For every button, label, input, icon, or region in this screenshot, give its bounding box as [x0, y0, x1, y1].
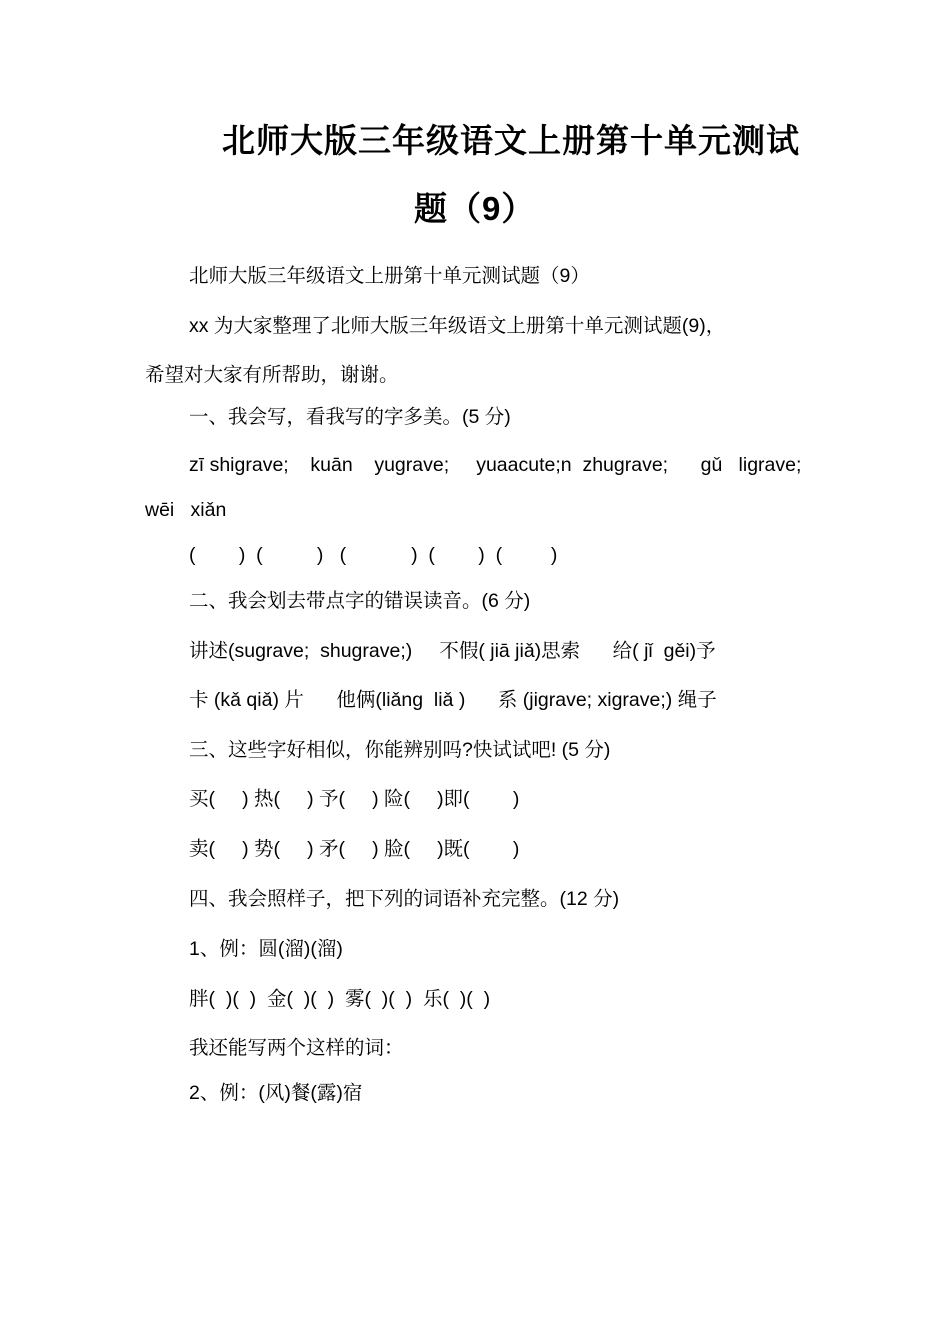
question-4-example-1: 1、例：圆(溜)(溜): [189, 938, 343, 960]
question-3-title: 三、这些字好相似，你能辨别吗?快试试吧! (5 分): [189, 739, 611, 761]
question-3-line-1: 买( ) 热( ) 予( ) 险( )即( ): [189, 788, 520, 810]
description-line-2: 希望对大家有所帮助，谢谢。: [145, 364, 399, 386]
document-title-line-2: 题（9）: [414, 190, 536, 227]
question-4-title: 四、我会照样子，把下列的词语补充完整。(12 分): [189, 888, 620, 910]
question-3-line-2: 卖( ) 势( ) 矛( ) 脸( )既( ): [189, 838, 520, 860]
document-title-line-1: 北师大版三年级语文上册第十单元测试: [222, 122, 800, 159]
description-line-1: xx 为大家整理了北师大版三年级语文上册第十单元测试题(9)，: [189, 315, 726, 337]
question-2-title: 二、我会划去带点字的错误读音。(6 分): [189, 590, 531, 612]
question-4-example-2: 2、例：(风)餐(露)宿: [189, 1082, 363, 1104]
intro-paragraph: 北师大版三年级语文上册第十单元测试题（9）: [189, 265, 590, 287]
question-1-title: 一、我会写，看我写的字多美。(5 分): [189, 406, 511, 428]
question-1-pinyin-line-2: wēi xiǎn: [145, 499, 227, 521]
question-2-line-1: 讲述(sugrave; shugrave;) 不假( jiā jiǎ)思索 给( jǐ gěi)予: [189, 640, 716, 662]
question-1-pinyin-line-1: zī shigrave; kuān yugrave; yuaacute;n zhugrave; gǔ ligrave;: [189, 454, 802, 476]
question-4-more-words-prompt: 我还能写两个这样的词：: [189, 1037, 404, 1059]
question-1-answer-brackets: ( ) ( ) ( ) ( ) ( ): [189, 544, 558, 566]
question-4-example-1-items: 胖( )( ) 金( )( ) 雾( )( ) 乐( )( ): [189, 988, 491, 1010]
question-2-line-2: 卡 (kǎ qiǎ) 片 他俩(liǎng liǎ ) 系 (jigrave; xigrave;) 绳子: [189, 689, 717, 711]
